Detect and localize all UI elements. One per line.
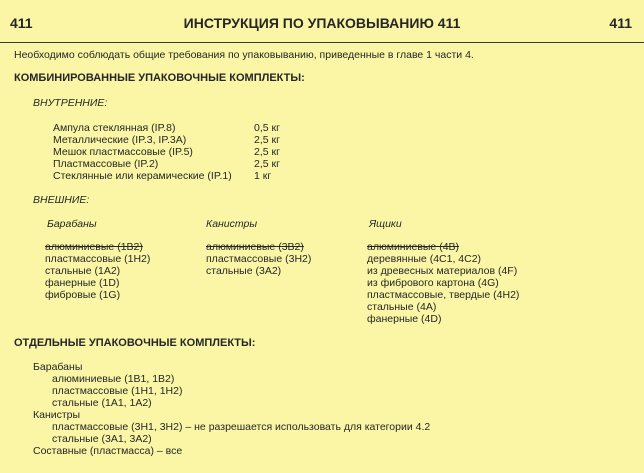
inner-item-qty: 2,5 кг [254, 158, 280, 170]
intro-text: Необходимо соблюдать общие требования по упаковыванию, приведенные в главе 1 части 4. [14, 49, 474, 61]
instruction-header [0, 0, 644, 43]
outer-column-title: Барабаны [47, 218, 97, 230]
inner-item-name: Металлические (IP.3, IP.3A) [53, 134, 187, 146]
outer-item: алюминиевые (3B2) [206, 241, 304, 253]
inner-item-name: Ампула стеклянная (IP.8) [53, 122, 176, 134]
cans-title: Канистры [33, 409, 81, 421]
outer-item: алюминиевые (4B) [367, 241, 460, 253]
inner-item-name: Мешок пластмассовые (IP.5) [53, 146, 193, 158]
inner-item-qty: 0,5 кг [254, 122, 280, 134]
combined-heading: КОМБИНИРОВАННЫЕ УПАКОВОЧНЫЕ КОМПЛЕКТЫ: [14, 72, 305, 84]
outer-item: стальные (4A) [367, 301, 437, 313]
outer-item: из фибрового картона (4G) [367, 277, 499, 289]
drums-title: Барабаны [33, 361, 83, 373]
instruction-number-right: 411 [609, 15, 632, 31]
outer-column-title: Канистры [206, 218, 258, 230]
outer-item: стальные (3A2) [206, 265, 282, 277]
drums-item: стальные (1A1, 1A2) [52, 397, 152, 409]
outer-item: стальные (1A2) [45, 265, 121, 277]
inner-item-name: Пластмассовые (IP.2) [53, 158, 159, 170]
outer-item: алюминиевые (1B2) [45, 241, 143, 253]
drums-item: пластмассовые (1H1, 1H2) [52, 385, 183, 397]
outer-heading: ВНЕШНИЕ: [33, 194, 90, 206]
outer-item: фанерные (1D) [45, 277, 120, 289]
outer-column-title: Ящики [369, 218, 402, 230]
single-heading: ОТДЕЛЬНЫЕ УПАКОВОЧНЫЕ КОМПЛЕКТЫ: [14, 337, 256, 349]
outer-item: деревянные (4C1, 4C2) [367, 253, 482, 265]
cans-item: пластмассовые (3H1, 3H2) – не разрешается использовать для категории 4.2 [52, 421, 431, 433]
outer-item: фибровые (1G) [45, 289, 121, 301]
outer-item: из древесных материалов (4F) [367, 265, 518, 277]
outer-item: пластмассовые (3H2) [206, 253, 312, 265]
drums-item: алюминиевые (1B1, 1B2) [52, 373, 175, 385]
instruction-number-left: 411 [10, 15, 33, 31]
inner-item-name: Стеклянные или керамические (IP.1) [53, 170, 232, 182]
outer-item: пластмассовые (1H2) [45, 253, 151, 265]
inner-item-qty: 2,5 кг [254, 146, 280, 158]
outer-item: пластмассовые, твердые (4H2) [367, 289, 520, 301]
page-title: ИНСТРУКЦИЯ ПО УПАКОВЫВАНИЮ 411 [183, 15, 461, 31]
inner-heading: ВНУТРЕННИЕ: [33, 97, 108, 109]
cans-item: стальные (3A1, 3A2) [52, 433, 152, 445]
composite-item: Составные (пластмасса) – все [33, 445, 183, 457]
inner-item-qty: 2,5 кг [254, 134, 280, 146]
outer-item: фанерные (4D) [367, 313, 442, 325]
inner-item-qty: 1 кг [254, 170, 272, 182]
